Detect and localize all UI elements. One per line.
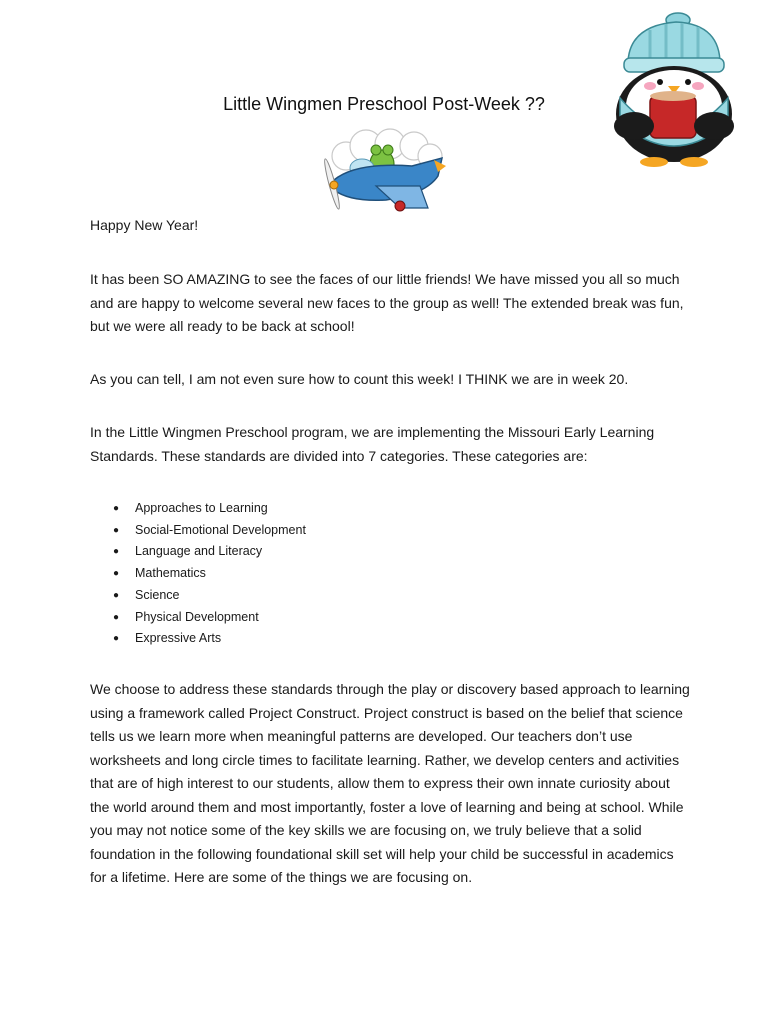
list-item — [90, 563, 306, 585]
standard-label: Language and Literacy — [135, 544, 263, 559]
bullet-icon: ● — [113, 546, 120, 558]
list-item — [90, 541, 306, 563]
list-item — [90, 585, 306, 607]
bullet-icon: ● — [113, 611, 120, 623]
standards-list — [90, 498, 306, 650]
list-item — [90, 628, 306, 650]
standard-label: Mathematics — [135, 566, 206, 581]
standard-label: Approaches to Learning — [135, 501, 268, 515]
welcome-back-paragraph: It has been SO AMAZING to see the faces of our little friends! We have missed you all so much and are happy to welcome several new faces to the group as well! The extended break was fun, but we were all ready to be back at school! — [90, 271, 684, 334]
list-item — [90, 498, 306, 520]
penguin-illustration — [610, 10, 736, 170]
list-item — [90, 520, 306, 542]
greeting-paragraph: Happy New Year! — [90, 217, 199, 233]
standard-label: Expressive Arts — [135, 631, 222, 646]
approach-paragraph: We choose to address these standards through the play or discovery based approach to learning using a framework called Project Construct. Project construct is based on the belief that science tells us we learn more when meaningful patterns are developed. Our teachers don’t use worksheets and long circle times to facilitate learning. Rather, we develop centers and activities that are of high interest to our students, allow them to express their own innate curiosity about the world around them and most importantly, foster a love of learning and being at school. While you may not notice some of the key skills we are focusing on, we truly believe that a solid foundation in the following foundational skill set will help your child be successful in academics for a lifetime. Here are some of the things we are focusing on. — [90, 681, 690, 885]
program-standards-paragraph: In the Little Wingmen Preschool program, we are implementing the Missouri Early Learning Standards. These standards are divided into 7 categories. These categories are: — [90, 424, 655, 464]
standard-label: Social-Emotional Development — [135, 522, 306, 537]
airplane-illustration — [316, 128, 452, 220]
bullet-icon: ● — [113, 568, 120, 580]
bullet-icon: ● — [113, 633, 120, 645]
standard-label: Science — [135, 587, 180, 602]
bullet-icon: ● — [113, 589, 120, 601]
standard-label: Physical Development — [135, 609, 259, 624]
list-item — [90, 607, 306, 629]
bullet-icon: ● — [113, 503, 120, 514]
bullet-icon: ● — [113, 524, 120, 536]
document-title: Little Wingmen Preschool Post-Week ?? — [223, 94, 545, 114]
week-count-paragraph: As you can tell, I am not even sure how to count this week! I THINK we are in week 20. — [90, 371, 629, 387]
